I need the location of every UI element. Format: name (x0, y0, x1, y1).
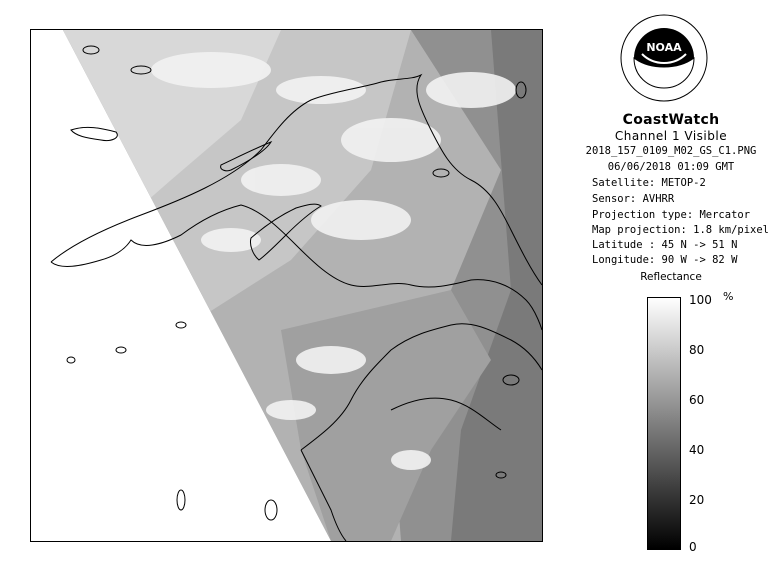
small-lake (176, 322, 186, 328)
satellite-info: Satellite: METOP-2 (592, 177, 706, 189)
colorbar-tick: 80 (689, 343, 705, 357)
small-lake (67, 357, 75, 363)
small-lake (265, 500, 277, 520)
noaa-logo (620, 14, 708, 102)
colorbar-tick: 20 (689, 493, 705, 507)
date-time: 06/06/2018 01:09 GMT (607, 161, 735, 173)
file-name: 2018_157_0109_M02_GS_C1.PNG (585, 145, 757, 157)
lake-nipigon (71, 127, 117, 140)
map-canvas (31, 30, 542, 541)
svg-text:NOAA: NOAA (646, 41, 682, 54)
colorbar-tick: 60 (689, 393, 705, 407)
latitude-info: Latitude : 45 N -> 51 N (592, 239, 738, 251)
reflectance-colorbar (647, 297, 681, 550)
satellite-map[interactable] (30, 29, 543, 542)
small-lake (177, 490, 185, 510)
map-projection-info: Map projection: 1.8 km/pixel (592, 224, 770, 236)
channel-subtitle: Channel 1 Visible (614, 129, 728, 143)
app-title: CoastWatch (622, 112, 720, 128)
colorbar-unit: % (723, 290, 734, 303)
longitude-info: Longitude: 90 W -> 82 W (592, 254, 738, 266)
small-lake (116, 347, 126, 353)
satellite-swath (31, 30, 542, 541)
colorbar-label: Reflectance (640, 271, 702, 283)
projection-type-info: Projection type: Mercator (592, 209, 751, 221)
colorbar-tick: 40 (689, 443, 705, 457)
colorbar-tick: 100 (689, 293, 712, 307)
sensor-info: Sensor: AVHRR (592, 193, 675, 205)
colorbar-tick: 0 (689, 540, 697, 554)
